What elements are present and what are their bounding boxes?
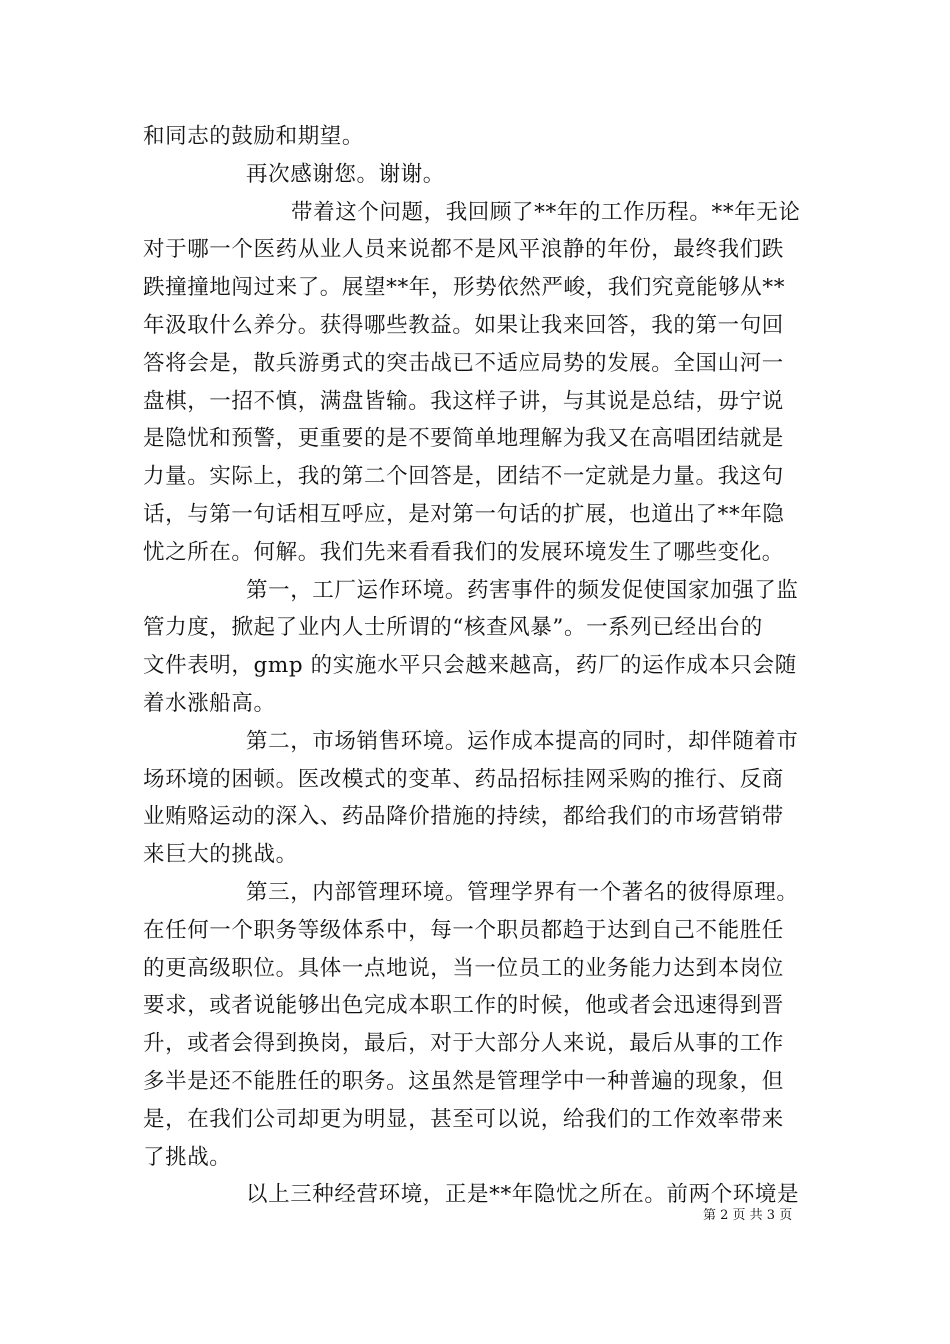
text-line: 升，或者会得到换岗，最后，对于大部分人来说，最后从事的工作 — [143, 1031, 784, 1057]
text-line: 力量。实际上，我的第二个回答是，团结不一定就是力量。我这句 — [143, 464, 784, 490]
text-line: 盘棋，一招不慎，满盘皆输。我这样子讲，与其说是总结，毋宁说 — [143, 388, 784, 414]
text-line: 年汲取什么养分。获得哪些教益。如果让我来回答，我的第一句回 — [143, 312, 784, 338]
text-line: 的更高级职位。具体一点地说，当一位员工的业务能力达到本岗位 — [143, 955, 784, 981]
paragraph — [143, 572, 809, 723]
text-line: 和同志的鼓励和期望。 — [143, 124, 365, 149]
paragraph — [143, 723, 809, 874]
text-line: 带着这个问题，我回顾了**年的工作历程。**年无论 — [291, 199, 801, 225]
text-line: 跌撞撞地闯过来了。展望**年，形势依然严峻，我们究竟能够从** — [143, 275, 786, 301]
text-line: 业贿赂运动的深入、药品降价措施的持续，都给我们的市场营销带 — [143, 804, 784, 830]
text-line: 是隐忧和预警，更重要的是不要简单地理解为我又在高唱团结就是 — [143, 426, 784, 452]
text-line: 在任何一个职务等级体系中，每一个职员都趋于达到自己不能胜任 — [143, 917, 784, 943]
paragraph — [143, 118, 809, 156]
paragraph — [143, 156, 809, 194]
text-line: 第三，内部管理环境。管理学界有一个著名的彼得原理。 — [246, 879, 799, 905]
paragraph — [143, 874, 809, 1176]
document-body — [143, 118, 809, 1214]
text-line: 第二，市场销售环境。运作成本提高的同时，却伴随着市 — [246, 728, 799, 754]
text-line: 了挑战。 — [143, 1144, 232, 1170]
text-line: 第一，工厂运作环境。药害事件的频发促使国家加强了监 — [246, 577, 799, 603]
text-line: 要求，或者说能够出色完成本职工作的时候，他或者会迅速得到晋 — [143, 993, 784, 1019]
paragraph — [143, 194, 809, 572]
page-footer: 第 2 页 共 3 页 — [703, 1208, 793, 1223]
text-line: 忧之所在。何解。我们先来看看我们的发展环境发生了哪些变化。 — [143, 539, 784, 565]
text-line: 文件表明，gmp 的实施水平只会越来越高，药厂的运作成本只会随 — [143, 653, 797, 679]
text-line: 话，与第一句话相互呼应，是对第一句话的扩展，也道出了**年隐 — [143, 501, 785, 527]
text-line: 场环境的困顿。医改模式的变革、药品招标挂网采购的推行、反商 — [143, 766, 784, 792]
text-line: 来巨大的挑战。 — [143, 842, 298, 868]
text-line: 对于哪一个医药从业人员来说都不是风平浪静的年份，最终我们跌 — [143, 237, 784, 263]
text-line: 着水涨船高。 — [143, 690, 276, 716]
text-line: 是，在我们公司却更为明显，甚至可以说，给我们的工作效率带来 — [143, 1106, 784, 1132]
text-line: 以上三种经营环境，正是**年隐忧之所在。前两个环境是 — [246, 1182, 800, 1208]
text-line: 管力度，掀起了业内人士所谓的“核查风暴”。一系列已经出台的 — [143, 615, 763, 641]
text-line: 多半是还不能胜任的职务。这虽然是管理学中一种普遍的现象，但 — [143, 1068, 784, 1094]
text-line: 再次感谢您。谢谢。 — [246, 161, 445, 187]
text-line: 答将会是，散兵游勇式的突击战已不适应局势的发展。全国山河一 — [143, 350, 784, 376]
